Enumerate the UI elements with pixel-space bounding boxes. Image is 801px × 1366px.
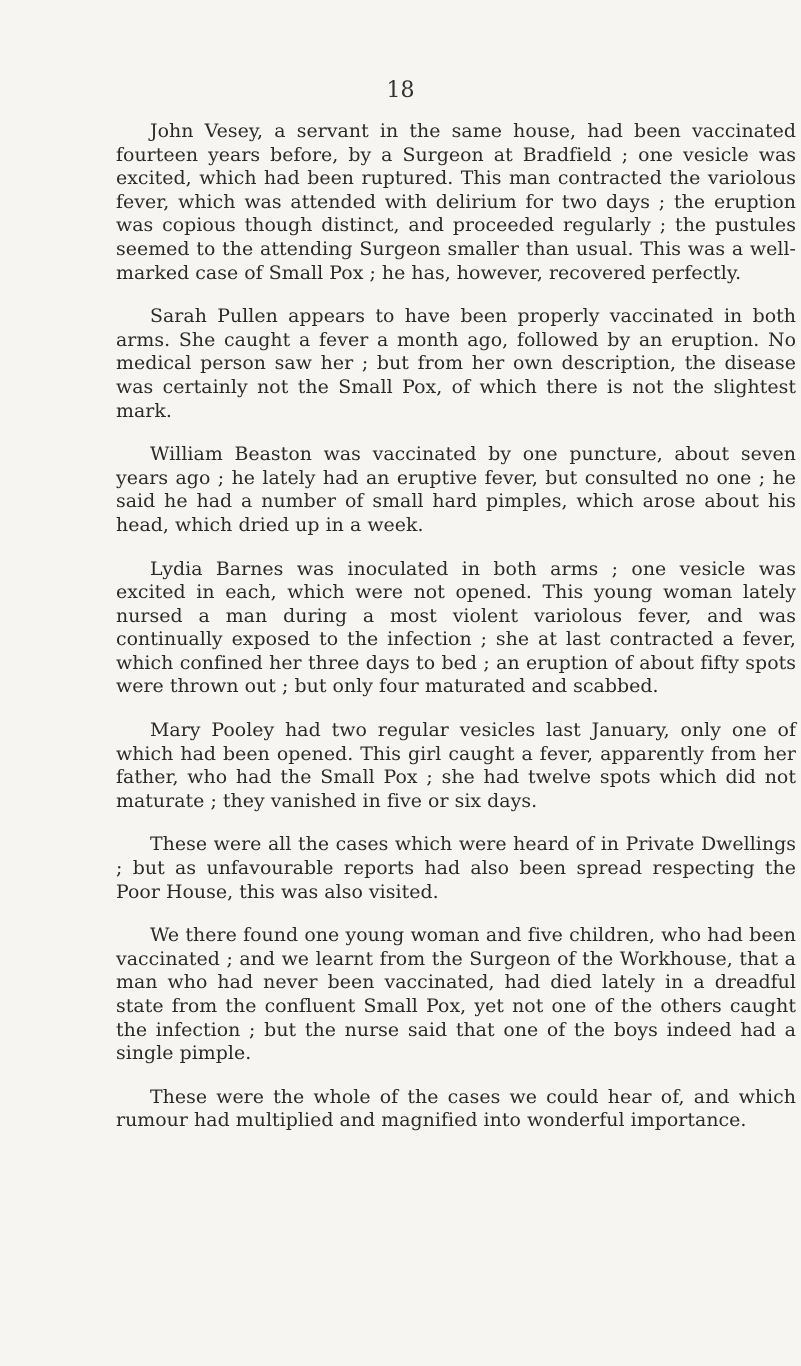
paragraph-william-beaston: William Beaston was vaccinated by one puncture, about seven years ago ; he lately had an eruptive fever, but consulted no one ; he said he had a number of small hard pimples, which arose about his head, which dried up in a week.: [116, 443, 796, 536]
paragraph-john-vesey: John Vesey, a servant in the same house, had been vaccinated fourteen years before, by a Surgeon at Bradfield ; one vesicle was excited, which had been ruptured. This man contracted the variolous fever, which was attended with delirium for two days ; the eruption was copious though distinct, and proceeded regularly ; the pustules seemed to the attending Surgeon smaller than usual. This was a well-marked case of Small Pox ; he has, however, recovered perfectly.: [116, 120, 796, 284]
paragraph-conclusion: These were the whole of the cases we could hear of, and which rumour had multiplied and magnified into wonderful importance.: [116, 1085, 796, 1132]
page-number: 18: [386, 78, 415, 103]
paragraph-lydia-barnes: Lydia Barnes was inoculated in both arms ; one vesicle was excited in each, which were not opened. This young woman lately nursed a man during a most violent variolous fever, and was continually exposed to the infection ; she at last contracted a fever, which confined her three days to bed ; an eruption of about fifty spots were thrown out ; but only four maturated and scabbed.: [116, 557, 796, 698]
paragraph-workhouse: We there found one young woman and five children, who had been vaccinated ; and we learnt from the Surgeon of the Workhouse, that a man who had never been vaccinated, had died lately in a dreadful state from the confluent Small Pox, yet not one of the others caught the infection ; but the nurse said that one of the boys indeed had a single pimple.: [116, 924, 796, 1065]
paragraph-sarah-pullen: Sarah Pullen appears to have been properly vaccinated in both arms. She caught a fever a month ago, followed by an eruption. No medical person saw her ; but from her own description, the disease was certainly not the Small Pox, of which there is not the slightest mark.: [116, 305, 796, 422]
body-text: [116, 120, 796, 1133]
paragraph-private-dwellings: These were all the cases which were heard of in Private Dwellings ; but as unfavourable reports had also been spread respecting the Poor House, this was also visited.: [116, 833, 796, 903]
paragraph-mary-pooley: Mary Pooley had two regular vesicles last January, only one of which had been opened. This girl caught a fever, apparently from her father, who had the Small Pox ; she had twelve spots which did not maturate ; they vanished in five or six days.: [116, 719, 796, 812]
